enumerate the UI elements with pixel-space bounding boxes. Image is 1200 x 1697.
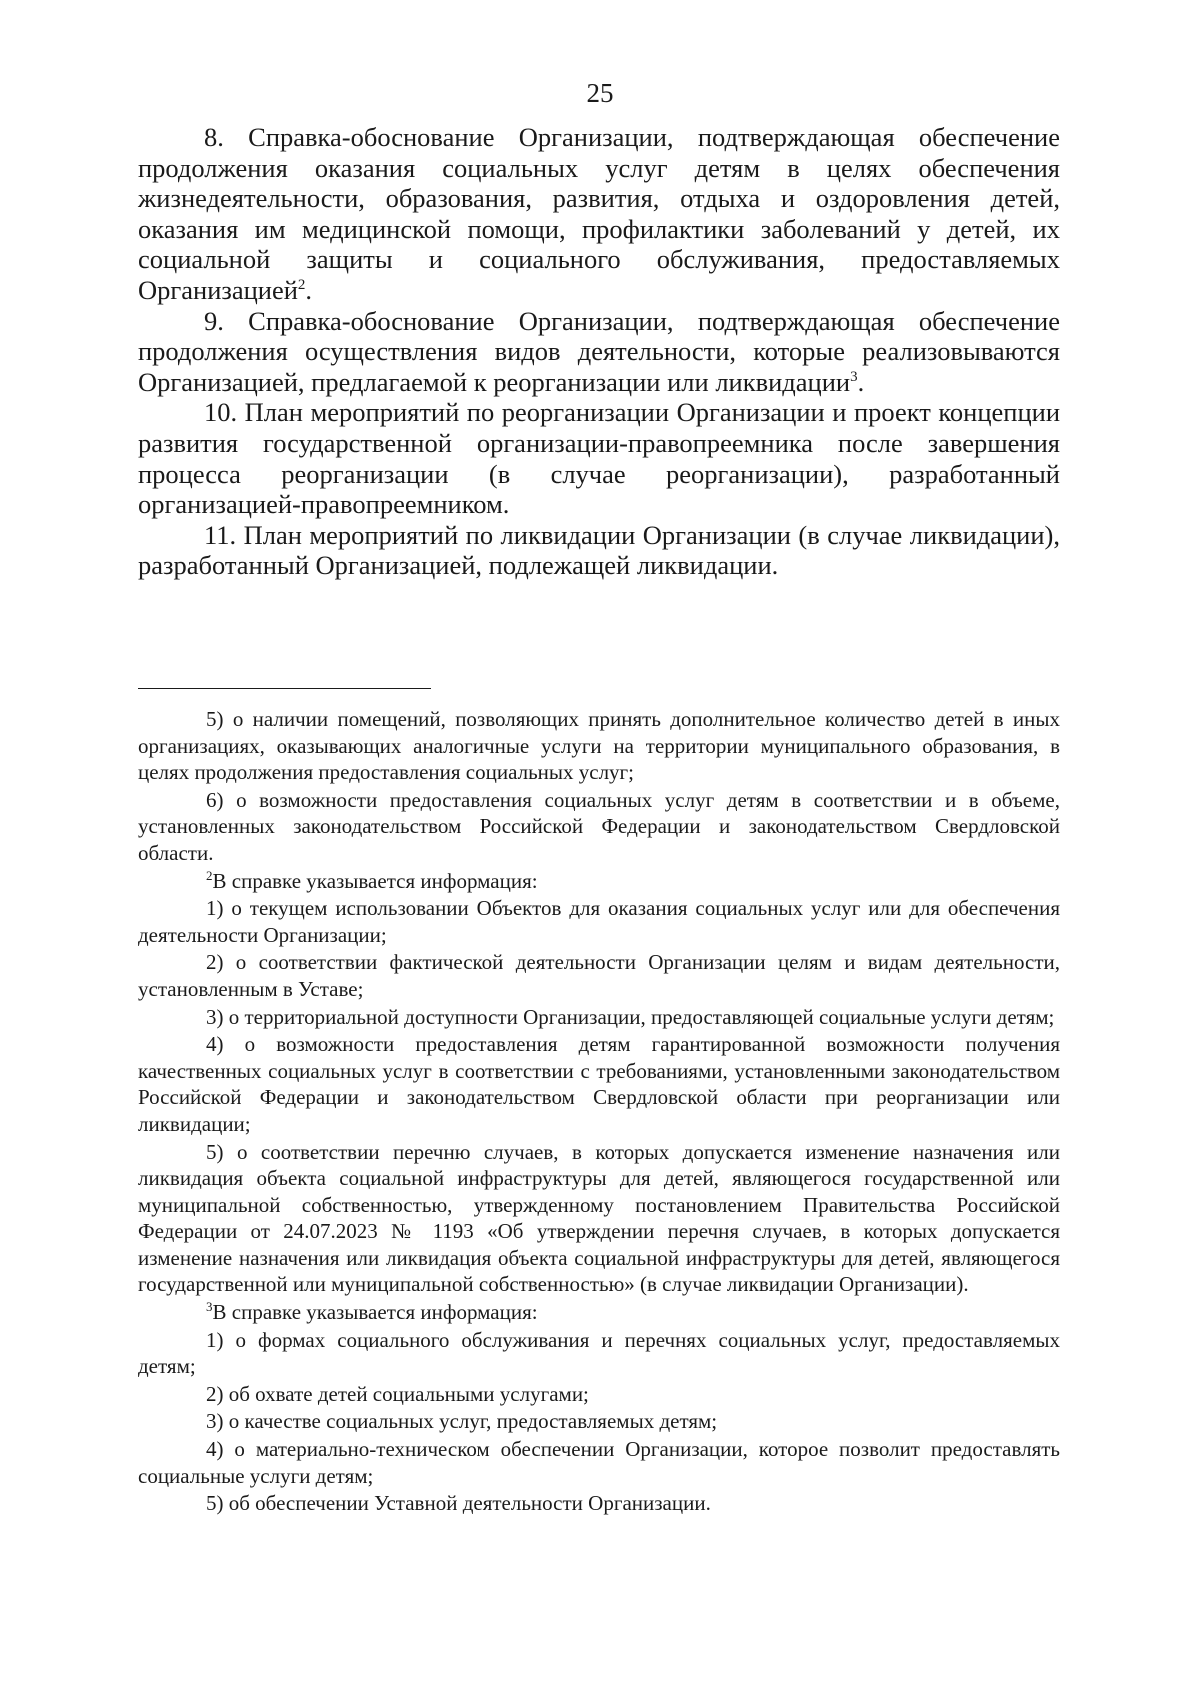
- footnote-3-intro-text: В справке указывается информация:: [212, 1300, 538, 1325]
- main-text: [138, 122, 1060, 581]
- footnote-3-item: 2) об охвате детей социальными услугами;: [206, 1381, 589, 1406]
- paragraph-10: 10. План мероприятий по реорганизации Организации и проект концепции развития государственной организации-правопреемника после завершения процесса реорганизации (в случае реорганизации), разработанный организацией-правопреемником.: [138, 397, 1060, 520]
- footnote-2-item: 5) о соответствии перечню случаев, в которых допускается изменение назначения или ликвидация объекта социальной инфраструктуры для детей, являющегося государственной или муниципальной собственностью, утвержденному постановлением Правительства Российской Федерации от 24.07.2023 № 1193 «Об утверждении перечня случаев, в которых допускается изменение назначения или ликвидация объекта социальной инфраструктуры для детей, являющегося государственной или муниципальной собственностью» (в случае ликвидации Организации).: [138, 1139, 1060, 1297]
- paragraph-8-tail: .: [305, 274, 313, 305]
- footnote-2-mark: 2: [206, 867, 213, 883]
- footnote-3-item: 3) о качестве социальных услуг, предоставляемых детям;: [206, 1409, 718, 1434]
- footnote-3-mark: 3: [206, 1299, 213, 1315]
- paragraph-9-text: 9. Справка-обоснование Организации, подтверждающая обеспечение продолжения осуществления видов деятельности, которые реализовываются Организацией, предлагаемой к реорганизации или ликвидации: [138, 305, 1060, 397]
- paragraph-8-text: 8. Справка-обоснование Организации, подтверждающая обеспечение продолжения оказания социальных услуг детям в целях обеспечения жизнедеятельности, образования, развития, отдыха и оздоровления детей, оказания им медицинской помощи, профилактики заболеваний у детей, их социальной защиты и социального обслуживания, предоставляемых Организацией: [138, 122, 1060, 305]
- footnote-2-item: 4) о возможности предоставления детям гарантированной возможности получения качественных социальных услуг в соответствии с требованиями, установленными законодательством Российской Федерации и законодательством Свердловской области при реорганизации или ликвидации;: [138, 1032, 1060, 1136]
- footnote-continued-item: 5) о наличии помещений, позволяющих принять дополнительное количество детей в иных организациях, оказывающих аналогичные услуги на территории муниципального образования, в целях продолжения предоставления социальных услуг;: [138, 707, 1060, 785]
- paragraph-8: [138, 122, 1060, 306]
- page-number: 25: [586, 78, 614, 108]
- footnote-3-item: 4) о материально-техническом обеспечении Организации, которое позволит предоставлять социальные услуги детям;: [138, 1437, 1060, 1488]
- footnotes: [138, 706, 1060, 1518]
- footnote-2-item: 1) о текущем использовании Объектов для оказания социальных услуг или для обеспечения деятельности Организации;: [138, 896, 1060, 947]
- footnote-3-intro: [138, 1299, 1060, 1326]
- footnote-2-item: 3) о территориальной доступности Организации, предоставляющей социальные услуги детям;: [206, 1004, 1055, 1029]
- footnote-3-item: 5) об обеспечении Уставной деятельности Организации.: [206, 1491, 711, 1516]
- footnote-ref-3: 3: [850, 368, 858, 385]
- paragraph-9-tail: .: [857, 366, 865, 397]
- footnote-ref-2: 2: [297, 277, 306, 294]
- footnote-continued-item: 6) о возможности предоставления социальных услуг детям в соответствии и в объеме, установленных законодательством Российской Федерации и законодательством Свердловской области.: [138, 787, 1060, 865]
- paragraph-11: 11. План мероприятий по ликвидации Организации (в случае ликвидации), разработанный Организацией, подлежащей ликвидации.: [138, 519, 1060, 581]
- paragraph-9: [138, 306, 1060, 398]
- footnote-2-intro-text: В справке указывается информация:: [212, 868, 538, 893]
- footnote-separator: [138, 688, 431, 689]
- footnote-3-item: 1) о формах социального обслуживания и перечнях социальных услуг, предоставляемых детям;: [138, 1327, 1060, 1379]
- footnote-2-item: 2) о соответствии фактической деятельности Организации целям и видам деятельности, установленным в Уставе;: [138, 950, 1060, 1001]
- footnote-2-intro: [138, 868, 1060, 895]
